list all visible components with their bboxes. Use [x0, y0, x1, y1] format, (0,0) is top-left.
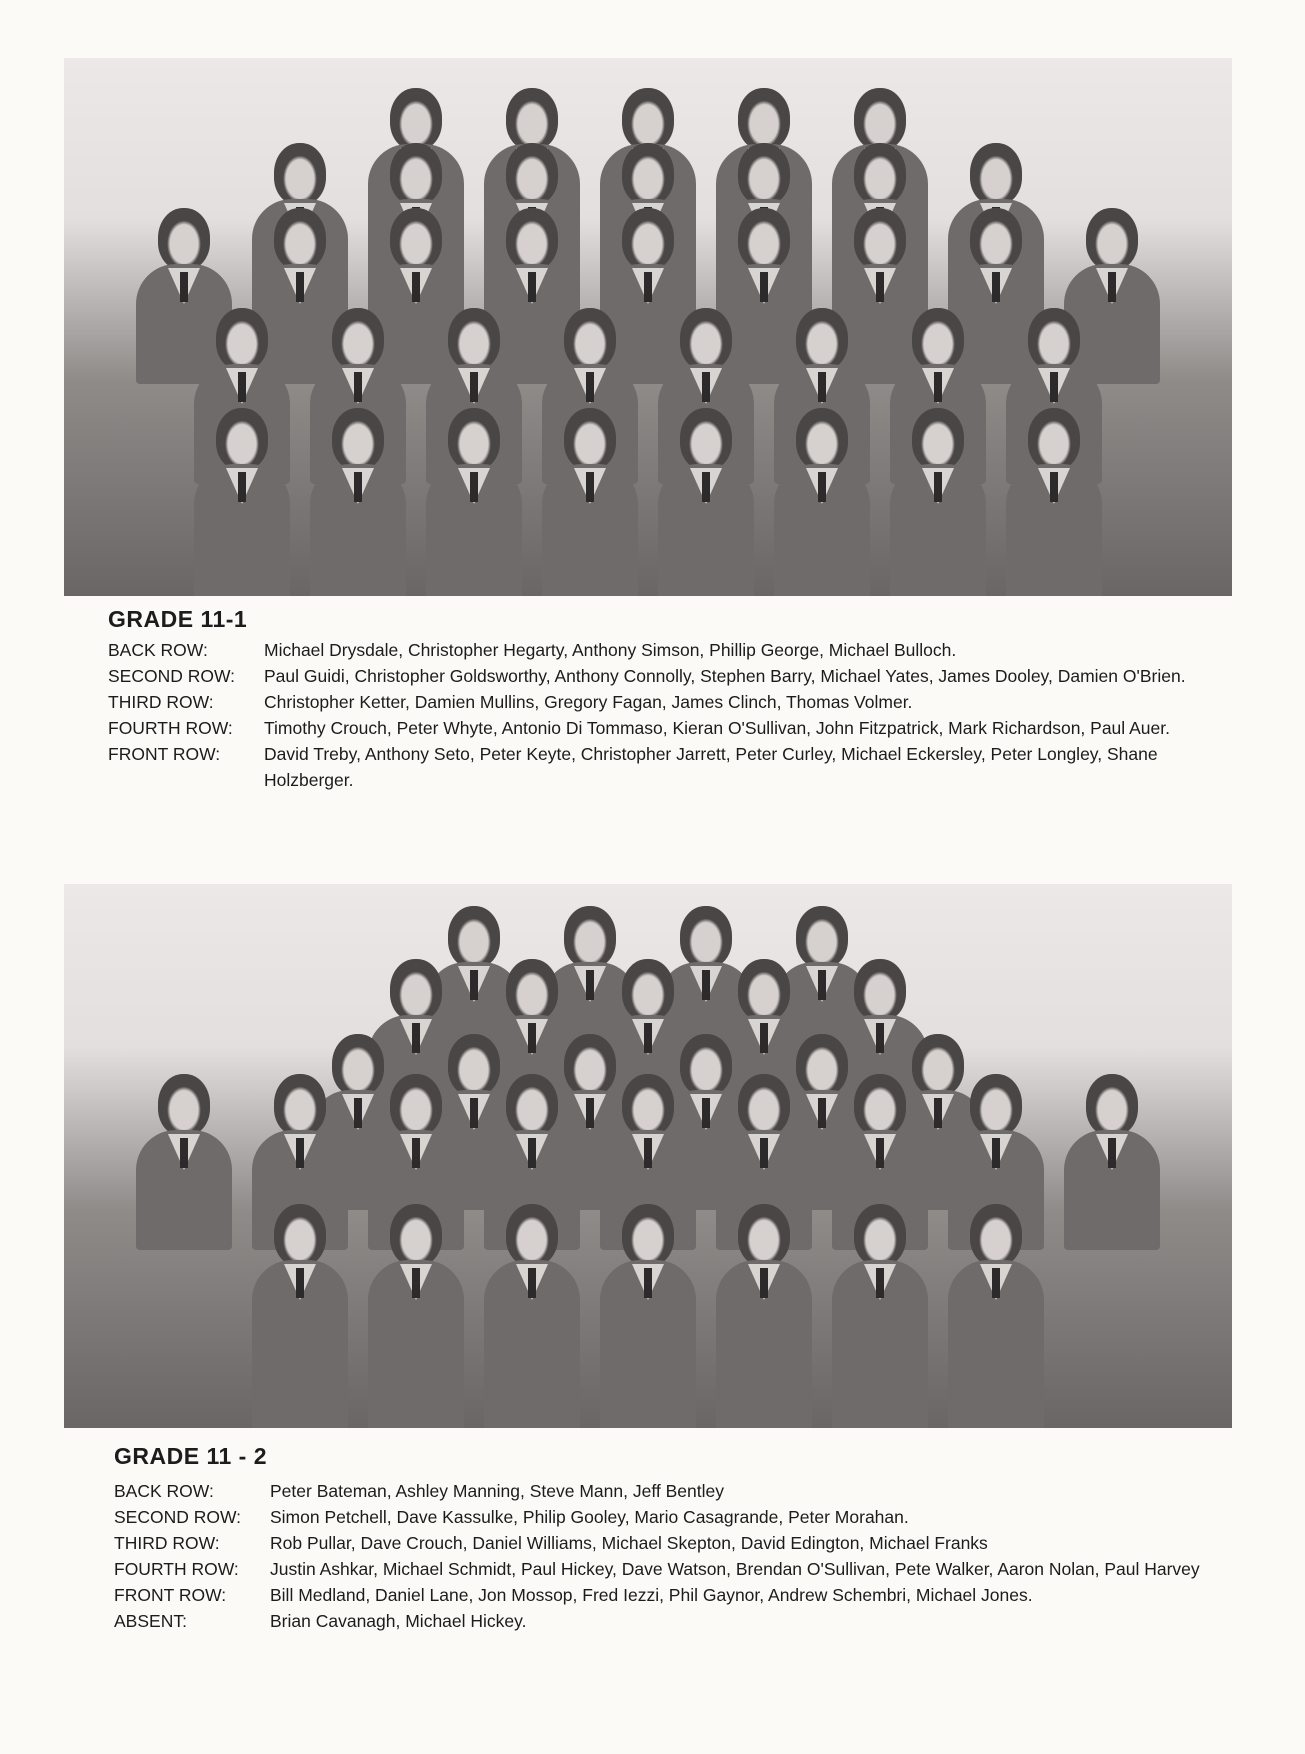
row-label: ABSENT: [114, 1611, 187, 1631]
class-photo-grade-11-2 [64, 884, 1232, 1428]
row-label: THIRD ROW: [108, 692, 214, 712]
photo-row [64, 1204, 1232, 1428]
student-figure [600, 1204, 696, 1428]
row-names: Rob Pullar, Dave Crouch, Daniel Williams, Michael Skepton, David Edington, Michael Franks [270, 1533, 988, 1553]
roster-row [114, 1556, 1219, 1582]
class-photo-grade-11-1 [64, 58, 1232, 596]
row-label: FOURTH ROW: [114, 1559, 239, 1579]
roster-row [114, 1504, 1219, 1530]
student-figure [426, 408, 522, 596]
student-figure [658, 408, 754, 596]
row-names: Bill Medland, Daniel Lane, Jon Mossop, Fred Iezzi, Phil Gaynor, Andrew Schembri, Michael Jones. [270, 1585, 1033, 1605]
student-figure [484, 1204, 580, 1428]
student-figure [368, 1204, 464, 1428]
row-names: Brian Cavanagh, Michael Hickey. [270, 1611, 527, 1631]
row-label: BACK ROW: [114, 1481, 214, 1501]
student-figure [542, 408, 638, 596]
roster-row [114, 1608, 1219, 1634]
row-names: Paul Guidi, Christopher Goldsworthy, Anthony Connolly, Stephen Barry, Michael Yates, James Dooley, Damien O'Brien. [264, 666, 1186, 686]
student-figure [1006, 408, 1102, 596]
row-names: Justin Ashkar, Michael Schmidt, Paul Hickey, Dave Watson, Brendan O'Sullivan, Pete Walker, Aaron Nolan, Paul Harvey [270, 1559, 1200, 1579]
student-figure [948, 1204, 1044, 1428]
row-names: Timothy Crouch, Peter Whyte, Antonio Di Tommaso, Kieran O'Sullivan, John Fitzpatrick, Mark Richardson, Paul Auer. [264, 718, 1170, 738]
student-figure [832, 1204, 928, 1428]
row-names: David Treby, Anthony Seto, Peter Keyte, Christopher Jarrett, Peter Curley, Michael Eckersley, Peter Longley, Shane Holzberger. [264, 744, 1158, 790]
row-names: Michael Drysdale, Christopher Hegarty, Anthony Simson, Phillip George, Michael Bulloch. [264, 640, 957, 660]
row-label: FRONT ROW: [108, 744, 221, 764]
roster-row [108, 715, 1213, 741]
row-names: Christopher Ketter, Damien Mullins, Gregory Fagan, James Clinch, Thomas Volmer. [264, 692, 913, 712]
row-names: Peter Bateman, Ashley Manning, Steve Mann, Jeff Bentley [270, 1481, 724, 1501]
row-label: FOURTH ROW: [108, 718, 233, 738]
roster-row [114, 1530, 1219, 1556]
grade-11-2-title: GRADE 11 - 2 [114, 1443, 267, 1469]
student-figure [194, 408, 290, 596]
row-label: FRONT ROW: [114, 1585, 227, 1605]
roster-row [114, 1582, 1219, 1608]
student-figure [716, 1204, 812, 1428]
row-label: SECOND ROW: [114, 1507, 242, 1527]
row-label: THIRD ROW: [114, 1533, 220, 1553]
roster-row [108, 741, 1213, 793]
roster-row [114, 1478, 1219, 1504]
row-names: Simon Petchell, Dave Kassulke, Philip Gooley, Mario Casagrande, Peter Morahan. [270, 1507, 909, 1527]
student-figure [890, 408, 986, 596]
roster-row [108, 663, 1213, 689]
row-label: SECOND ROW: [108, 666, 236, 686]
photo-row [64, 408, 1232, 596]
student-figure [774, 408, 870, 596]
student-figure [310, 408, 406, 596]
roster-row [108, 637, 1213, 663]
row-label: BACK ROW: [108, 640, 208, 660]
grade-11-2-roster [114, 1478, 1219, 1634]
grade-11-1-roster [108, 637, 1213, 793]
roster-row [108, 689, 1213, 715]
grade-11-1-title: GRADE 11-1 [108, 606, 248, 632]
student-figure [252, 1204, 348, 1428]
